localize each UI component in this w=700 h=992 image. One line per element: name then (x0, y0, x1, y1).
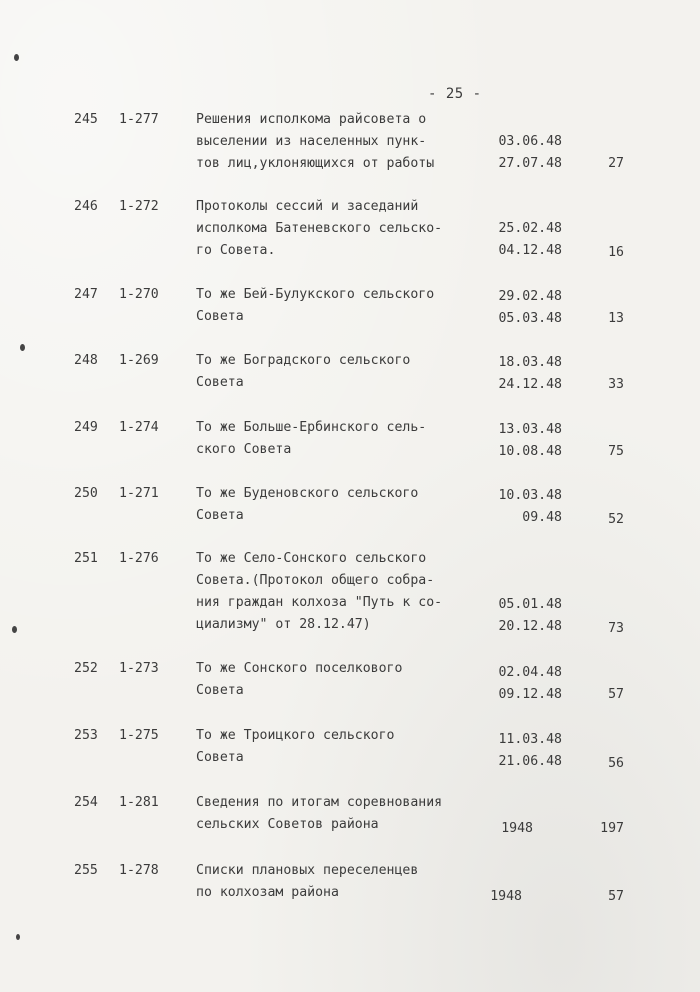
entry-code: 1-273 (119, 661, 159, 676)
description-line: исполкома Батеневского сельско- (196, 221, 443, 236)
date-start: 13.03.48 (498, 422, 562, 437)
page-number: - 25 - (428, 86, 482, 102)
entry-description (196, 792, 486, 836)
sheet-count: 27 (608, 156, 624, 171)
description-line: тов лиц,уклоняющихся от работы (196, 156, 435, 171)
entry-dates (480, 218, 562, 262)
description-line: Решения исполкома райсовета о (196, 112, 427, 127)
entry-dates (473, 818, 533, 840)
entry-number: 245 (74, 112, 98, 127)
scan-speck (16, 934, 20, 940)
entry-number: 248 (74, 353, 98, 368)
date-end: 09.48 (522, 510, 562, 525)
entry-number: 246 (74, 199, 98, 214)
scan-speck (14, 54, 19, 61)
sheet-count: 57 (608, 889, 624, 904)
entry-description (196, 548, 486, 636)
date-end: 24.12.48 (498, 377, 562, 392)
scan-speck (20, 344, 25, 351)
description-line: Совета (196, 750, 244, 765)
entry-dates (480, 419, 562, 463)
entry-number: 247 (74, 287, 98, 302)
description-line: выселении из населенных пунк- (196, 134, 427, 149)
entry-description (196, 860, 486, 904)
date-start: 11.03.48 (498, 732, 562, 747)
description-line: То же Троицкого сельского (196, 728, 395, 743)
description-line: Списки плановых переселенцев (196, 863, 419, 878)
description-line: Совета (196, 508, 244, 523)
description-line: То же Боградского сельского (196, 353, 411, 368)
description-line: То же Бей-Булукского сельского (196, 287, 435, 302)
entry-code: 1-281 (119, 795, 159, 810)
date-start: 03.06.48 (498, 134, 562, 149)
description-line: ского Совета (196, 442, 292, 457)
sheet-count: 73 (608, 621, 624, 636)
description-line: Протоколы сессий и заседаний (196, 199, 419, 214)
entry-code: 1-276 (119, 551, 159, 566)
sheet-count: 33 (608, 377, 624, 392)
description-line: Совета (196, 309, 244, 324)
entry-description (196, 658, 486, 702)
scan-speck (12, 626, 17, 633)
sheet-count: 56 (608, 756, 624, 771)
date-start: 05.01.48 (498, 597, 562, 612)
sheet-count: 13 (608, 311, 624, 326)
entry-description (196, 350, 486, 394)
entry-code: 1-275 (119, 728, 159, 743)
entry-dates (480, 131, 562, 175)
entry-code: 1-270 (119, 287, 159, 302)
description-line: То же Село-Сонского сельского (196, 551, 427, 566)
sheet-count: 57 (608, 687, 624, 702)
sheet-count: 16 (608, 245, 624, 260)
entry-code: 1-271 (119, 486, 159, 501)
entry-code: 1-269 (119, 353, 159, 368)
entry-description (196, 284, 486, 328)
entry-number: 252 (74, 661, 98, 676)
date-start: 10.03.48 (498, 488, 562, 503)
date-end: 04.12.48 (498, 243, 562, 258)
description-line: по колхозам района (196, 885, 339, 900)
date-year: 1948 (501, 821, 533, 836)
sheet-count: 197 (600, 821, 624, 836)
description-line: Совета (196, 683, 244, 698)
date-end: 05.03.48 (498, 311, 562, 326)
entry-number: 249 (74, 420, 98, 435)
description-line: ния граждан колхоза "Путь к со- (196, 595, 443, 610)
description-line: То же Буденовского сельского (196, 486, 419, 501)
date-end: 09.12.48 (498, 687, 562, 702)
entry-number: 255 (74, 863, 98, 878)
date-year: 1948 (490, 889, 522, 904)
date-start: 02.04.48 (498, 665, 562, 680)
date-end: 20.12.48 (498, 619, 562, 634)
entry-dates (480, 286, 562, 330)
entry-dates (462, 886, 522, 908)
entry-description (196, 196, 486, 262)
description-line: Совета (196, 375, 244, 390)
entry-number: 253 (74, 728, 98, 743)
entry-code: 1-272 (119, 199, 159, 214)
date-end: 10.08.48 (498, 444, 562, 459)
entry-dates (480, 662, 562, 706)
entry-dates (480, 352, 562, 396)
date-start: 18.03.48 (498, 355, 562, 370)
entry-description (196, 725, 486, 769)
description-line: То же Больше-Ербинского сель- (196, 420, 427, 435)
entry-description (196, 483, 486, 527)
sheet-count: 52 (608, 512, 624, 527)
entry-description (196, 109, 486, 175)
description-line: циализму" от 28.12.47) (196, 617, 371, 632)
entry-dates (480, 594, 562, 638)
description-line: Сведения по итогам соревнования (196, 795, 443, 810)
entry-number: 250 (74, 486, 98, 501)
description-line: сельских Советов района (196, 817, 379, 832)
date-end: 21.06.48 (498, 754, 562, 769)
entry-description (196, 417, 486, 461)
entry-code: 1-278 (119, 863, 159, 878)
entry-dates (480, 485, 562, 529)
sheet-count: 75 (608, 444, 624, 459)
entry-code: 1-274 (119, 420, 159, 435)
description-line: го Совета. (196, 243, 276, 258)
entry-code: 1-277 (119, 112, 159, 127)
entry-dates (480, 729, 562, 773)
date-start: 25.02.48 (498, 221, 562, 236)
entry-number: 254 (74, 795, 98, 810)
entry-number: 251 (74, 551, 98, 566)
date-end: 27.07.48 (498, 156, 562, 171)
description-line: Совета.(Протокол общего собра- (196, 573, 435, 588)
date-start: 29.02.48 (498, 289, 562, 304)
description-line: То же Сонского поселкового (196, 661, 403, 676)
